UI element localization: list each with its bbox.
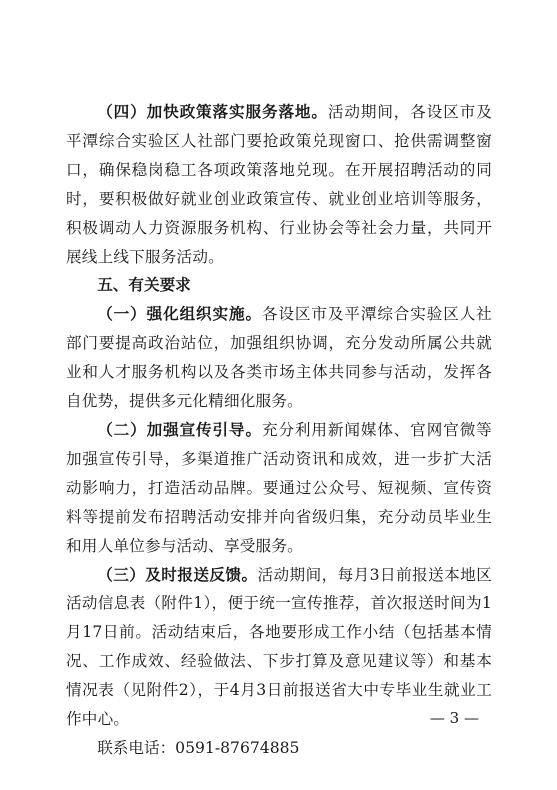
paragraph-policy-implementation: [66, 98, 492, 271]
paragraph-text: 活动期间，每月3日前报送本地区活动信息表（附件1），便于统一宣传推荐，首次报送时间为1月17日前。活动结束后，各地要形成工作小结（包括基本情况、工作成效、经验做法、下步打算及意见建议等）和基本情况表（见附件2），于4月3日前报送省大中专毕业生就业工作中心。: [66, 565, 492, 729]
paragraph-text: 各设区市及平潭综合实验区人社部门要提高政治站位，加强组织协调，充分发动所属公共就业和人才服务机构以及各类市场主体共同参与活动，发挥各自优势，提供多元化精细化服务。: [66, 305, 492, 411]
paragraph-text: 活动期间，各设区市及平潭综合实验区人社部门要抢政策兑现窗口、抢供需调整窗口，确保稳岗稳工各项政策落地兑现。在开展招聘活动的同时，要积极做好就业创业政策宣传、就业创业培训等服务，积极调动人力资源服务机构、行业协会等社会力量，共同开展线上线下服务活动。: [66, 103, 492, 266]
paragraph-lead: （二）加强宣传引导。: [97, 419, 262, 439]
paragraph-organization: [66, 300, 492, 416]
paragraph-reporting: [66, 561, 492, 734]
paragraph-publicity: [66, 416, 492, 561]
paragraph-lead: （四）加快政策落实服务落地。: [97, 102, 328, 121]
document-body: [66, 98, 492, 763]
contact-phone: 联系电话：0591-87674885: [97, 738, 300, 757]
page-number: — 3 —: [429, 709, 479, 727]
paragraph-lead: （三）及时报送反馈。: [97, 564, 258, 584]
paragraph-text: 充分利用新闻媒体、官网官微等加强宣传引导，多渠道推广活动资讯和成效，进一步扩大活动影响力，打造活动品牌。要通过公众号、短视频、宣传资料等提前发布招聘活动安排并向省级归集，充分动员毕业生和用人单位参与活动、享受服务。: [66, 420, 492, 555]
section-heading-requirements: 五、有关要求: [97, 276, 191, 295]
paragraph-lead: （一）强化组织实施。: [97, 304, 262, 324]
